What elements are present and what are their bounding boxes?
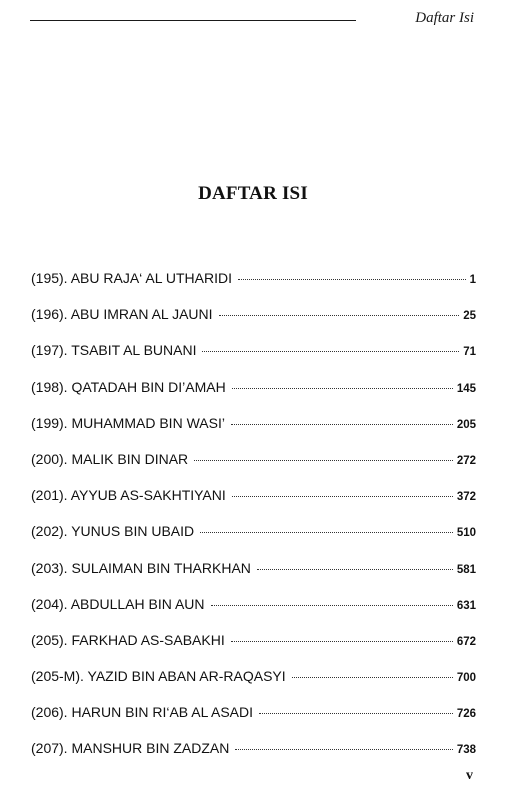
toc-entry-page: 25 [463,310,476,323]
toc-entry[interactable] [31,596,476,632]
dot-leader [235,749,452,750]
dot-leader [232,388,453,389]
toc-entry-label: (195). ABU RAJA‘ AL UTHARIDI [31,270,232,286]
toc-entry[interactable] [31,415,476,451]
toc-entry[interactable] [31,560,476,596]
toc-entry-label: (207). MANSHUR BIN ZADZAN [31,740,230,757]
toc-entry-page: 510 [456,527,476,540]
dot-leader [231,641,453,642]
toc-entry-label: (199). MUHAMMAD BIN WASI’ [31,414,225,431]
toc-entry-page: 205 [456,418,476,431]
dot-leader [292,677,453,678]
toc-entry-page: 145 [456,382,476,395]
toc-entry[interactable] [31,487,476,523]
page-title: DAFTAR ISI [198,183,308,204]
table-of-contents [31,270,476,777]
toc-entry-page: 1 [469,274,476,286]
toc-entry[interactable] [31,740,476,776]
toc-entry-label: (204). ABDULLAH BIN AUN [31,595,205,612]
toc-entry-page: 631 [456,599,476,612]
toc-entry[interactable] [31,342,476,378]
toc-entry-label: (196). ABU IMRAN AL JAUNI [31,306,213,323]
toc-entry-page: 738 [456,744,476,757]
toc-entry-page: 672 [456,635,476,648]
toc-entry[interactable] [31,523,476,559]
toc-entry[interactable] [31,306,476,342]
dot-leader [219,315,460,316]
dot-leader [238,279,466,280]
dot-leader [211,605,453,606]
toc-entry-label: (206). HARUN BIN RI‘AB AL ASADI [31,704,253,721]
toc-entry-label: (205). FARKHAD AS-SABAKHI [31,631,225,648]
dot-leader [231,424,453,425]
toc-entry-label: (197). TSABIT AL BUNANI [31,342,197,359]
dot-leader [194,460,453,461]
toc-entry-page: 700 [456,672,476,685]
toc-entry-label: (198). QATADAH BIN DI’AMAH [31,378,226,395]
toc-entry-page: 272 [456,454,476,467]
running-head: Daftar Isi [415,10,474,26]
dot-leader [232,496,453,497]
header-rule [30,20,356,21]
toc-entry[interactable] [31,451,476,487]
toc-entry-page: 726 [456,708,476,721]
toc-entry-page: 71 [463,346,476,359]
dot-leader [200,532,453,533]
toc-entry[interactable] [31,270,476,306]
toc-entry[interactable] [31,704,476,740]
toc-entry-label: (201). AYYUB AS-SAKHTIYANI [31,487,226,504]
toc-entry[interactable] [31,379,476,415]
dot-leader [257,569,453,570]
toc-entry-page: 581 [456,563,476,576]
toc-entry-label: (205-M). YAZID BIN ABAN AR-RAQASYI [31,668,286,685]
toc-entry-label: (200). MALIK BIN DINAR [31,450,189,467]
dot-leader [202,351,459,352]
toc-entry-label: (202). YUNUS BIN UBAID [31,523,195,540]
toc-entry[interactable] [31,668,476,704]
toc-entry-page: 372 [456,491,476,504]
page-number: v [466,768,473,783]
toc-entry-label: (203). SULAIMAN BIN THARKHAN [31,559,251,576]
dot-leader [259,713,453,714]
toc-entry[interactable] [31,632,476,668]
